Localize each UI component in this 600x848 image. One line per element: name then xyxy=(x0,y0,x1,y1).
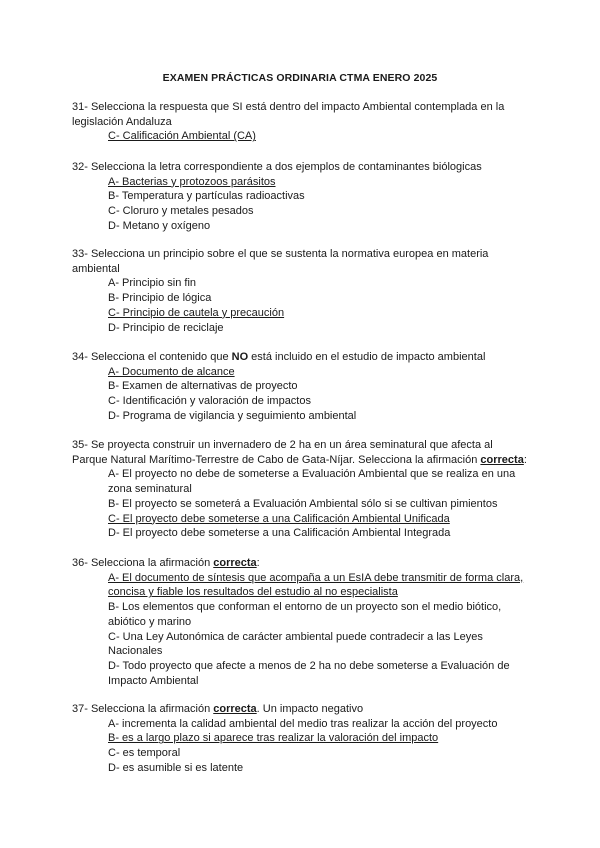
option-b: B- Los elementos que conforman el entorno de un proyecto son el medio biótico, abiótico y marino xyxy=(108,601,502,628)
option-b: B- Temperatura y partículas radioactivas xyxy=(108,190,305,203)
option-a: A- Documento de alcance xyxy=(108,365,235,378)
option-c: C- Cloruro y metales pesados xyxy=(108,205,254,218)
option-d: D- Metano y oxígeno xyxy=(108,219,211,232)
option-d: D- Principio de reciclaje xyxy=(108,321,224,334)
question-stem: 34- Selecciona el contenido que NO está incluido en el estudio de impacto ambiental xyxy=(72,351,486,363)
option-b: B- Examen de alternativas de proyecto xyxy=(108,380,298,393)
exam-title: EXAMEN PRÁCTICAS ORDINARIA CTMA ENERO 2025 xyxy=(162,72,438,84)
option-a: A- El proyecto no debe de someterse a Evaluación Ambiental que se realiza en una zona seminatural xyxy=(108,468,516,496)
option-a: A- incrementa la calidad ambiental del medio tras realizar la acción del proyecto xyxy=(108,717,498,730)
option-d: D- El proyecto debe someterse a una Calificación Ambiental Integrada xyxy=(108,527,451,540)
option-c: C- Principio de cautela y precaución xyxy=(108,306,285,319)
option-c: C- El proyecto debe someterse a una Calificación Ambiental Unificada xyxy=(108,512,450,525)
question-stem: 33- Selecciona un principio sobre el que se sustenta la normativa europea en materia ambiental xyxy=(72,248,489,275)
option-a: A- Principio sin fin xyxy=(108,277,197,290)
question-32 xyxy=(72,160,528,234)
question-31 xyxy=(72,100,528,144)
question-stem: 37- Selecciona la afirmación correcta. Un impacto negativo xyxy=(72,703,364,715)
option-b: B- El proyecto se someterá a Evaluación Ambiental sólo si se cultivan pimientos xyxy=(108,497,498,510)
question-36 xyxy=(72,556,528,688)
option-c: C- es temporal xyxy=(108,747,181,760)
question-stem: 36- Selecciona la afirmación correcta: xyxy=(72,557,260,569)
question-stem: 35- Se proyecta construir un invernadero de 2 ha en un área seminatural que afecta al Parque Natural Marítimo-Terrestre de Cabo de Gata-Níjar. Selecciona la afirmación correcta: xyxy=(72,439,527,466)
option-d: D- es asumible si es latente xyxy=(108,761,244,774)
question-stem: 32- Selecciona la letra correspondiente a dos ejemplos de contaminantes biólogicas xyxy=(72,161,482,173)
option-a: A- Bacterias y protozoos parásitos xyxy=(108,175,276,188)
option-b: B- es a largo plazo si aparece tras realizar la valoración del impacto xyxy=(108,732,439,745)
option-c: C- Identificación y valoración de impactos xyxy=(108,395,311,408)
question-stem: 31- Selecciona la respuesta que SI está dentro del impacto Ambiental contemplada en la legislación Andaluza xyxy=(72,101,505,128)
question-33 xyxy=(72,247,528,335)
question-35 xyxy=(72,438,528,541)
option-d: D- Programa de vigilancia y seguimiento ambiental xyxy=(108,409,357,422)
option-c: C- Una Ley Autonómica de carácter ambiental puede contradecir a las Leyes Nacionales xyxy=(108,630,483,658)
question-34 xyxy=(72,350,528,424)
option-a: A- El documento de síntesis que acompaña a un EsIA debe transmitir de forma clara, concisa y fiable los resultados del estudio al no especialista xyxy=(108,571,524,599)
option-b: B- Principio de lógica xyxy=(108,292,212,305)
question-37 xyxy=(72,702,528,776)
option-c: C- Calificación Ambiental (CA) xyxy=(108,130,256,143)
option-d: D- Todo proyecto que afecte a menos de 2 ha no debe someterse a Evaluación de Impacto Ambiental xyxy=(108,659,510,687)
